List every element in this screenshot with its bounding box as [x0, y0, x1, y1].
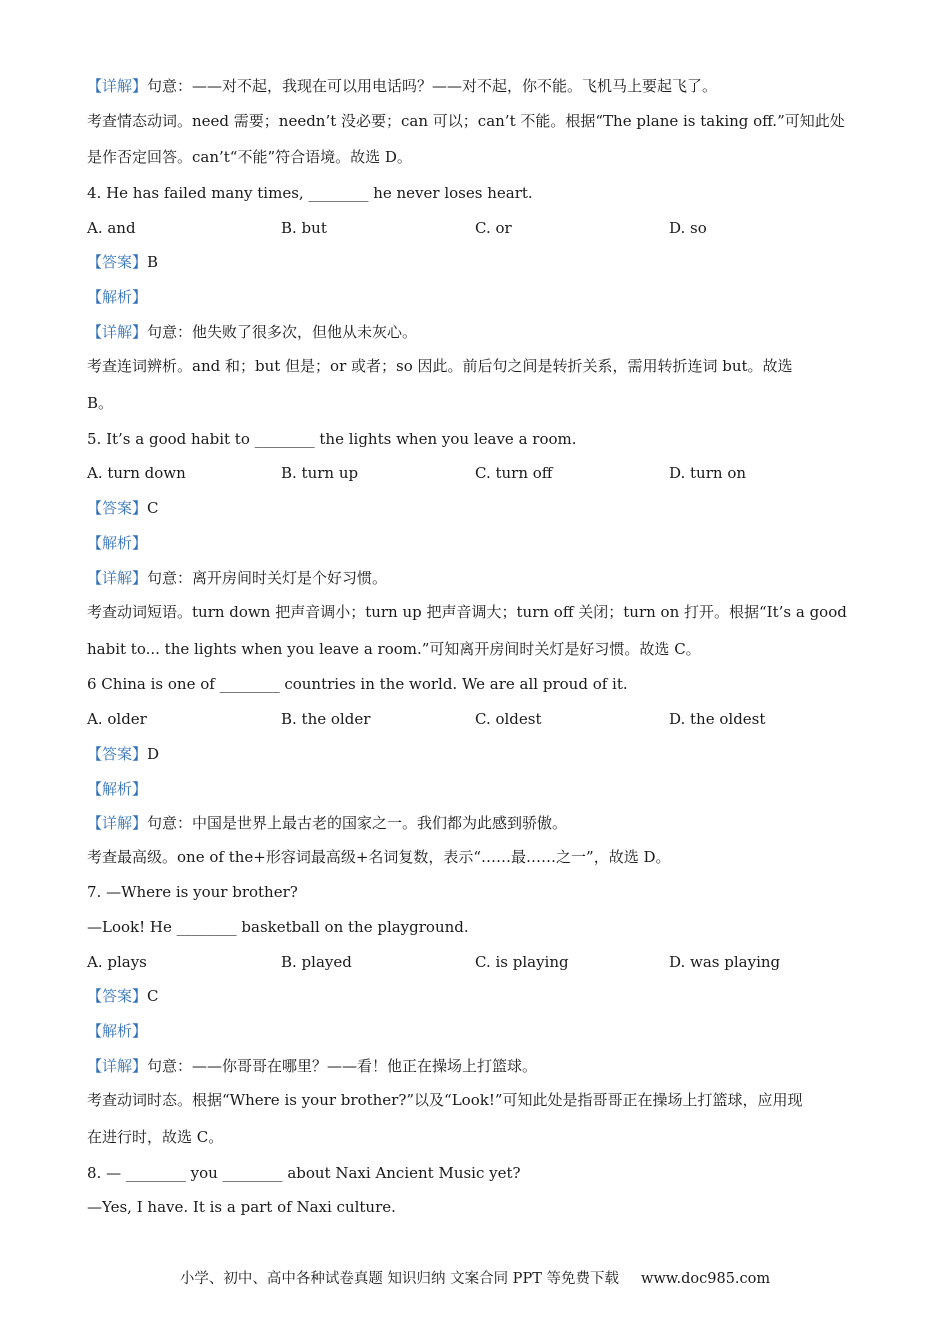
option-a: A. older [87, 710, 147, 728]
page-footer [0, 1268, 950, 1290]
question-5-detail [87, 567, 867, 589]
question-5-options [87, 462, 867, 484]
detail-text: 句意：中国是世界上最古老的国家之一。我们都为此感到骄傲。 [147, 814, 568, 832]
option-b: B. but [281, 219, 327, 237]
question-4-analysis-tag: 【解析】 [87, 288, 148, 306]
answer-tag: 【答案】 [87, 987, 148, 1005]
question-4-answer [87, 251, 867, 273]
footer-site-link[interactable]: www.doc985.com [640, 1271, 771, 1287]
question-5-analysis-tag: 【解析】 [87, 534, 148, 552]
question-7-stem-reply: —Look! He ________ basketball on the playground. [87, 918, 469, 936]
question-5-explain-1: 考查动词短语。turn down 把声音调小；turn up 把声音调大；turn off 关闭；turn on 打开。根据“It’s a good [87, 603, 847, 621]
option-a: A. turn down [87, 464, 186, 482]
option-c: C. is playing [475, 953, 569, 971]
detail-text: 句意：他失败了很多次，但他从未灰心。 [147, 323, 418, 341]
option-d: D. so [669, 219, 707, 237]
answer-tag: 【答案】 [87, 253, 148, 271]
question-8-stem-reply: —Yes, I have. It is a part of Naxi culture. [87, 1198, 396, 1216]
detail-text: 句意：——你哥哥在哪里？——看！他正在操场上打篮球。 [147, 1057, 538, 1075]
question-6-answer [87, 743, 867, 765]
option-d: D. turn on [669, 464, 747, 482]
question-6-stem: 6 China is one of ________ countries in the world. We are all proud of it. [87, 675, 628, 693]
answer-value: C [147, 987, 159, 1005]
question-7-explain-1: 考查动词时态。根据“Where is your brother?”以及“Look!”可知此处是指哥哥正在操场上打篮球，应用现 [87, 1091, 803, 1109]
option-c: C. turn off [475, 464, 553, 482]
question-6-detail [87, 812, 867, 834]
question-6-explain-1: 考查最高级。one of the+形容词最高级+名词复数，表示“……最……之一”，故选 D。 [87, 848, 671, 866]
question-6-analysis-tag: 【解析】 [87, 780, 148, 798]
question-4-options [87, 217, 867, 239]
option-b: B. the older [281, 710, 371, 728]
answer-tag: 【答案】 [87, 745, 148, 763]
question-4-detail [87, 321, 867, 343]
question-7-options [87, 951, 867, 973]
option-a: A. plays [87, 953, 147, 971]
detail-tag: 【详解】 [87, 1057, 148, 1075]
question-5-explain-2: habit to... the lights when you leave a room.”可知离开房间时关灯是好习惯。故选 C。 [87, 640, 701, 658]
option-b: B. played [281, 953, 352, 971]
option-b: B. turn up [281, 464, 359, 482]
option-d: D. the oldest [669, 710, 766, 728]
question-4-explain-2: B。 [87, 394, 114, 412]
question-5-stem: 5. It’s a good habit to ________ the lights when you leave a room. [87, 430, 577, 448]
detail-text: 句意：——对不起，我现在可以用电话吗？——对不起，你不能。飞机马上要起飞了。 [147, 77, 718, 95]
detail-tag: 【详解】 [87, 77, 148, 95]
answer-value: C [147, 499, 159, 517]
option-d: D. was playing [669, 953, 781, 971]
detail-text: 句意：离开房间时关灯是个好习惯。 [147, 569, 388, 587]
q3-explain-line-2: 是作否定回答。can’t“不能”符合语境。故选 D。 [87, 148, 412, 166]
question-7-analysis-tag: 【解析】 [87, 1022, 148, 1040]
question-7-detail [87, 1055, 867, 1077]
footer-text: 小学、初中、高中各种试卷真题 知识归纳 文案合同 PPT 等免费下载 [179, 1271, 619, 1287]
q3-detail-line [87, 75, 867, 97]
detail-tag: 【详解】 [87, 569, 148, 587]
question-7-answer [87, 985, 867, 1007]
question-7-stem: 7. —Where is your brother? [87, 883, 298, 901]
answer-value: D [147, 745, 160, 763]
question-5-answer [87, 497, 867, 519]
question-6-options [87, 708, 867, 730]
option-c: C. or [475, 219, 512, 237]
detail-tag: 【详解】 [87, 814, 148, 832]
detail-tag: 【详解】 [87, 323, 148, 341]
option-c: C. oldest [475, 710, 542, 728]
question-4-explain-1: 考查连词辨析。and 和；but 但是；or 或者；so 因此。前后句之间是转折关系，需用转折连词 but。故选 [87, 357, 793, 375]
question-4-stem: 4. He has failed many times, ________ he never loses heart. [87, 184, 533, 202]
answer-tag: 【答案】 [87, 499, 148, 517]
answer-value: B [147, 253, 159, 271]
question-8-stem: 8. — ________ you ________ about Naxi Ancient Music yet? [87, 1164, 521, 1182]
q3-explain-line-1: 考查情态动词。need 需要；needn’t 没必要；can 可以；can’t 不能。根据“The plane is taking off.”可知此处 [87, 112, 845, 130]
option-a: A. and [87, 219, 136, 237]
question-7-explain-2: 在进行时，故选 C。 [87, 1128, 224, 1146]
